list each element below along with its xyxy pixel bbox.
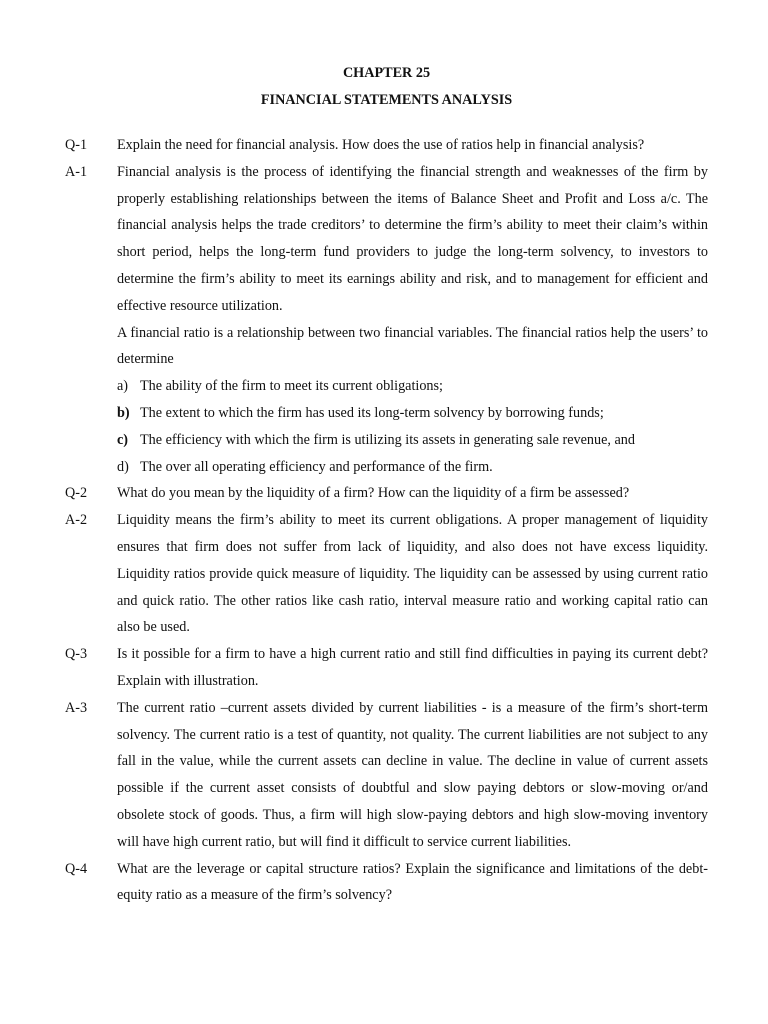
paragraph: The current ratio –current assets divided by current liabilities - is a measure of the firm’s short-term solvency. The current ratio is a test of quantity, not quality. The current liabilities are not subject to any fall in the value, while the current assets can decline in value. The decline in value of current assets possible if the current asset consists of doubtful and slow paying debtors or slow-moving or/and obsolete stock of goods. Thus, a firm will high slow-paying debtors and high slow-moving inventory will have high current ratio, but will find it difficult to service current liabilities. — [117, 699, 708, 850]
paragraph: Is it possible for a firm to have a high current ratio and still find difficulties in paying its current debt? Explain with illustration. — [117, 646, 708, 689]
list-item-text: The ability of the firm to meet its current obligations; — [140, 378, 443, 395]
qa-label: Q-2 — [65, 485, 88, 502]
list-item — [117, 400, 708, 427]
list-item — [117, 454, 708, 481]
qa-label: Q-3 — [65, 646, 88, 663]
answer-3 — [65, 695, 708, 856]
qa-label: A-1 — [65, 163, 88, 180]
list-item — [117, 373, 708, 400]
qa-body — [117, 507, 708, 641]
list-marker: c) — [117, 431, 129, 448]
chapter-title: FINANCIAL STATEMENTS ANALYSIS — [260, 92, 513, 108]
qa-body — [117, 159, 708, 481]
answer-1 — [65, 159, 708, 481]
question-1 — [65, 132, 708, 159]
list-marker: a) — [117, 378, 129, 395]
answer-2 — [65, 507, 708, 641]
ratio-uses-list — [117, 373, 708, 480]
qa-body — [117, 132, 708, 159]
chapter-number: CHAPTER 25 — [342, 65, 431, 81]
qa-body — [117, 480, 708, 507]
qa-body — [117, 695, 708, 856]
paragraph: A financial ratio is a relationship between two financial variables. The financial ratios help the users’ to determine — [117, 324, 708, 368]
qa-body — [117, 641, 708, 695]
paragraph: Financial analysis is the process of identifying the financial strength and weaknesses of the firm by properly establishing relationships between the items of Balance Sheet and Profit and Loss a/c. The financial analysis helps the trade creditors’ to determine the firm’s ability to meet their claim’s within short period, helps the long-term fund providers to judge the long-term solvency, to investors to determine the firm’s ability to meet its earnings ability and risk, and to management for efficient and effective resource utilization. — [117, 163, 708, 314]
question-3 — [65, 641, 708, 695]
qa-label: Q-1 — [65, 137, 88, 153]
paragraph: Explain the need for financial analysis. How does the use of ratios help in financial analysis? — [117, 137, 645, 153]
list-item-text: The extent to which the firm has used its long-term solvency by borrowing funds; — [140, 404, 604, 421]
question-2 — [65, 480, 708, 507]
qa-body — [117, 856, 708, 910]
qa-label: Q-4 — [65, 860, 88, 877]
list-item — [117, 427, 708, 454]
qa-list — [65, 132, 708, 909]
qa-label: A-3 — [65, 699, 88, 716]
list-item-text: The over all operating efficiency and performance of the firm. — [140, 458, 493, 475]
paragraph: What do you mean by the liquidity of a firm? How can the liquidity of a firm be assessed? — [117, 485, 630, 502]
paragraph: What are the leverage or capital structure ratios? Explain the significance and limitations of the debt-equity ratio as a measure of the firm’s solvency? — [117, 860, 708, 904]
question-4 — [65, 856, 708, 910]
paragraph: Liquidity means the firm’s ability to meet its current obligations. A proper management of liquidity ensures that firm does not suffer from lack of liquidity, and also does not have excess liquidity. Liquidity ratios provide quick measure of liquidity. The liquidity can be assessed by using current ratio and quick ratio. The other ratios like cash ratio, interval measure ratio and working capital ratio can also be used. — [117, 512, 708, 636]
qa-label: A-2 — [65, 512, 88, 529]
list-item-text: The efficiency with which the firm is utilizing its assets in generating sale revenue, and — [140, 431, 635, 448]
list-marker: b) — [117, 404, 130, 421]
list-marker: d) — [117, 458, 129, 475]
